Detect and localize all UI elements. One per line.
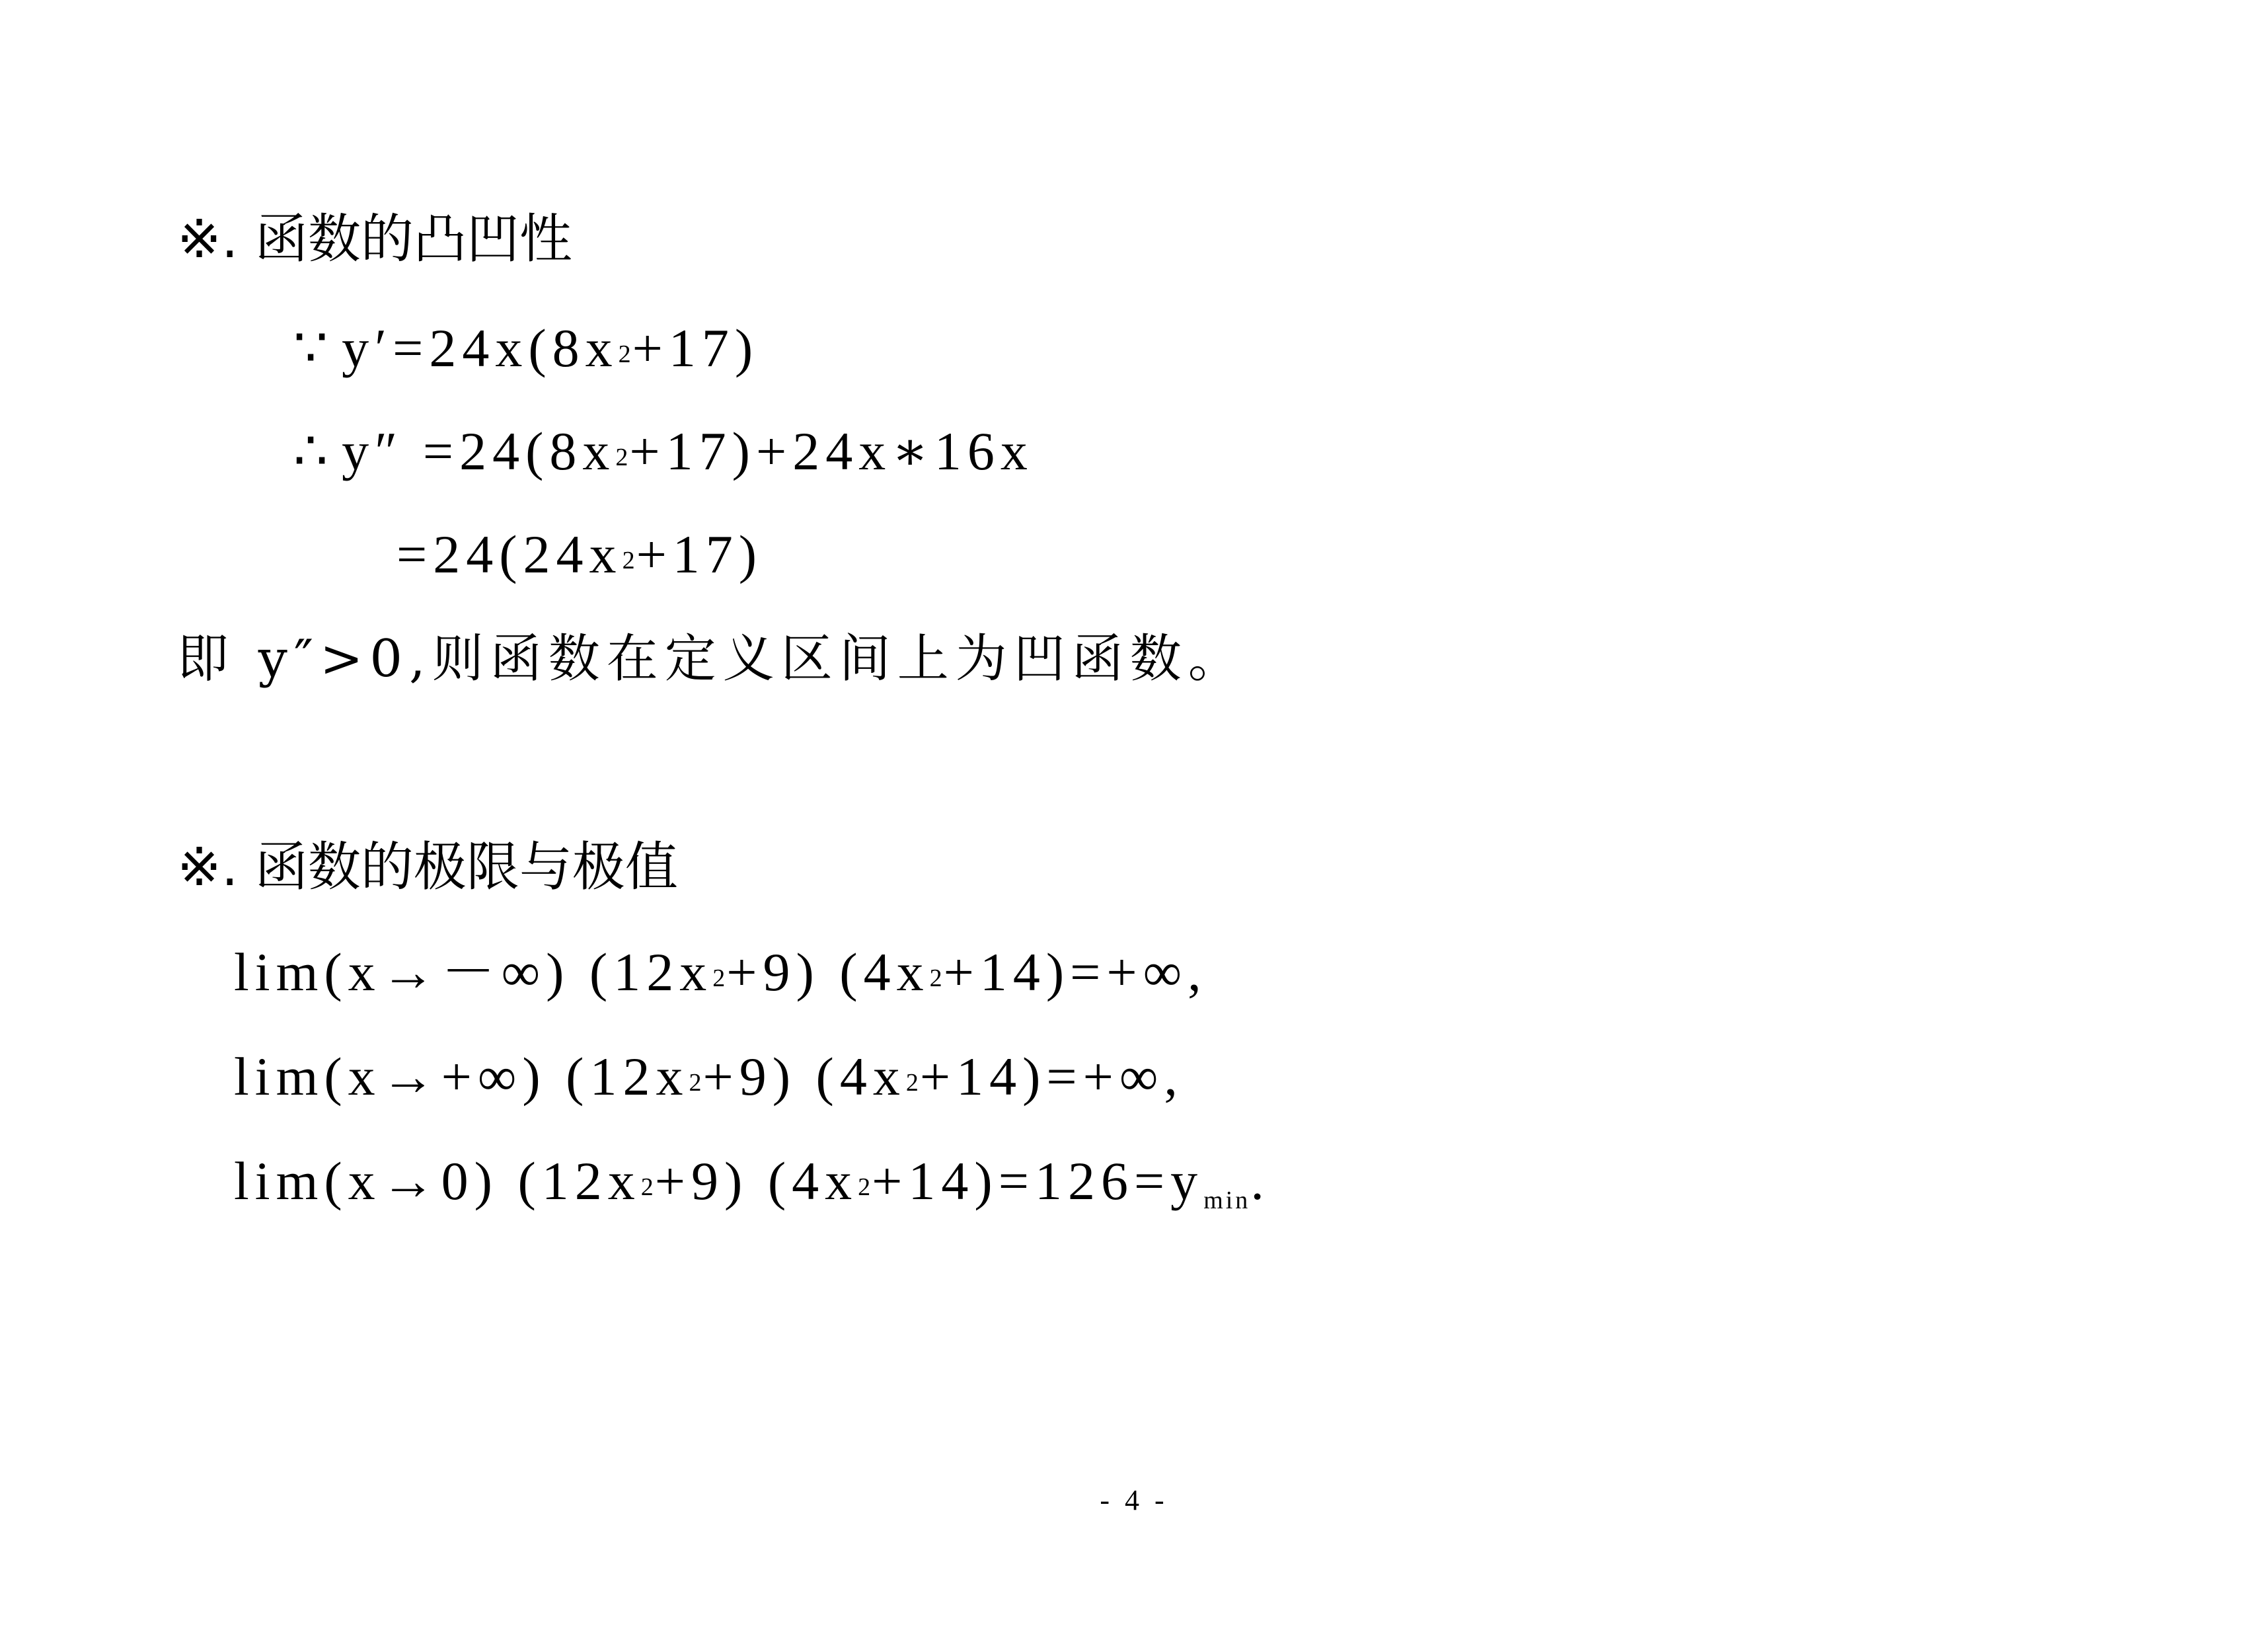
section-title-text: ※. 函数的凸凹性 (177, 208, 572, 270)
limit-part-a: lim(x→0) (12x (234, 1151, 641, 1211)
limit-part-d: . (1250, 1151, 1270, 1211)
second-derivative-part-a: y″ =24(8x (342, 421, 616, 481)
limit-part-b: +9) (4x (726, 942, 930, 1002)
first-derivative-line (293, 318, 759, 378)
limit-negative-infinity-line (234, 942, 1207, 1002)
limit-part-c: +14)=126=y (872, 1151, 1204, 1211)
page-number: - 4 - (1100, 1484, 1168, 1516)
first-derivative-part-b: +17) (632, 318, 759, 378)
exponent: 2 (689, 1069, 702, 1097)
limit-part-a: lim(x→－∞) (12x (234, 942, 713, 1002)
limit-positive-infinity-line (234, 1046, 1184, 1107)
exponent: 2 (858, 1173, 871, 1201)
because-symbol: ∵ (293, 318, 334, 378)
exponent: 2 (905, 1069, 919, 1097)
first-derivative-part-a: y′=24x(8x (342, 318, 619, 378)
exponent: 2 (640, 1173, 654, 1201)
simplified-part-b: +17) (636, 524, 763, 584)
limit-part-c: +14)=+∞, (943, 942, 1207, 1002)
limit-part-a: lim(x→+∞) (12x (234, 1046, 689, 1107)
exponent: 2 (712, 964, 726, 992)
exponent: 2 (929, 964, 942, 992)
second-derivative-line (293, 421, 1034, 481)
convexity-conclusion (177, 629, 1246, 689)
second-derivative-simplified-line (397, 524, 763, 584)
subscript-min: min (1203, 1187, 1251, 1214)
therefore-symbol: ∴ (293, 421, 334, 481)
second-derivative-part-b: +17)+24x∗16x (629, 421, 1034, 481)
limit-part-c: +14)=+∞, (919, 1046, 1184, 1107)
exponent: 2 (622, 547, 635, 574)
section-title-limits-extrema (177, 836, 678, 898)
section-title-text: ※. 函数的极限与极值 (177, 836, 678, 898)
conclusion-text: 即 y″>0,则函数在定义区间上为凹函数。 (177, 629, 1246, 689)
exponent: 2 (618, 340, 631, 368)
limit-zero-line (234, 1151, 1270, 1214)
limit-part-b: +9) (4x (654, 1151, 858, 1211)
section-title-convexity (177, 208, 572, 270)
limit-part-b: +9) (4x (702, 1046, 906, 1107)
simplified-part-a: =24(24x (397, 524, 623, 584)
exponent: 2 (615, 444, 628, 471)
